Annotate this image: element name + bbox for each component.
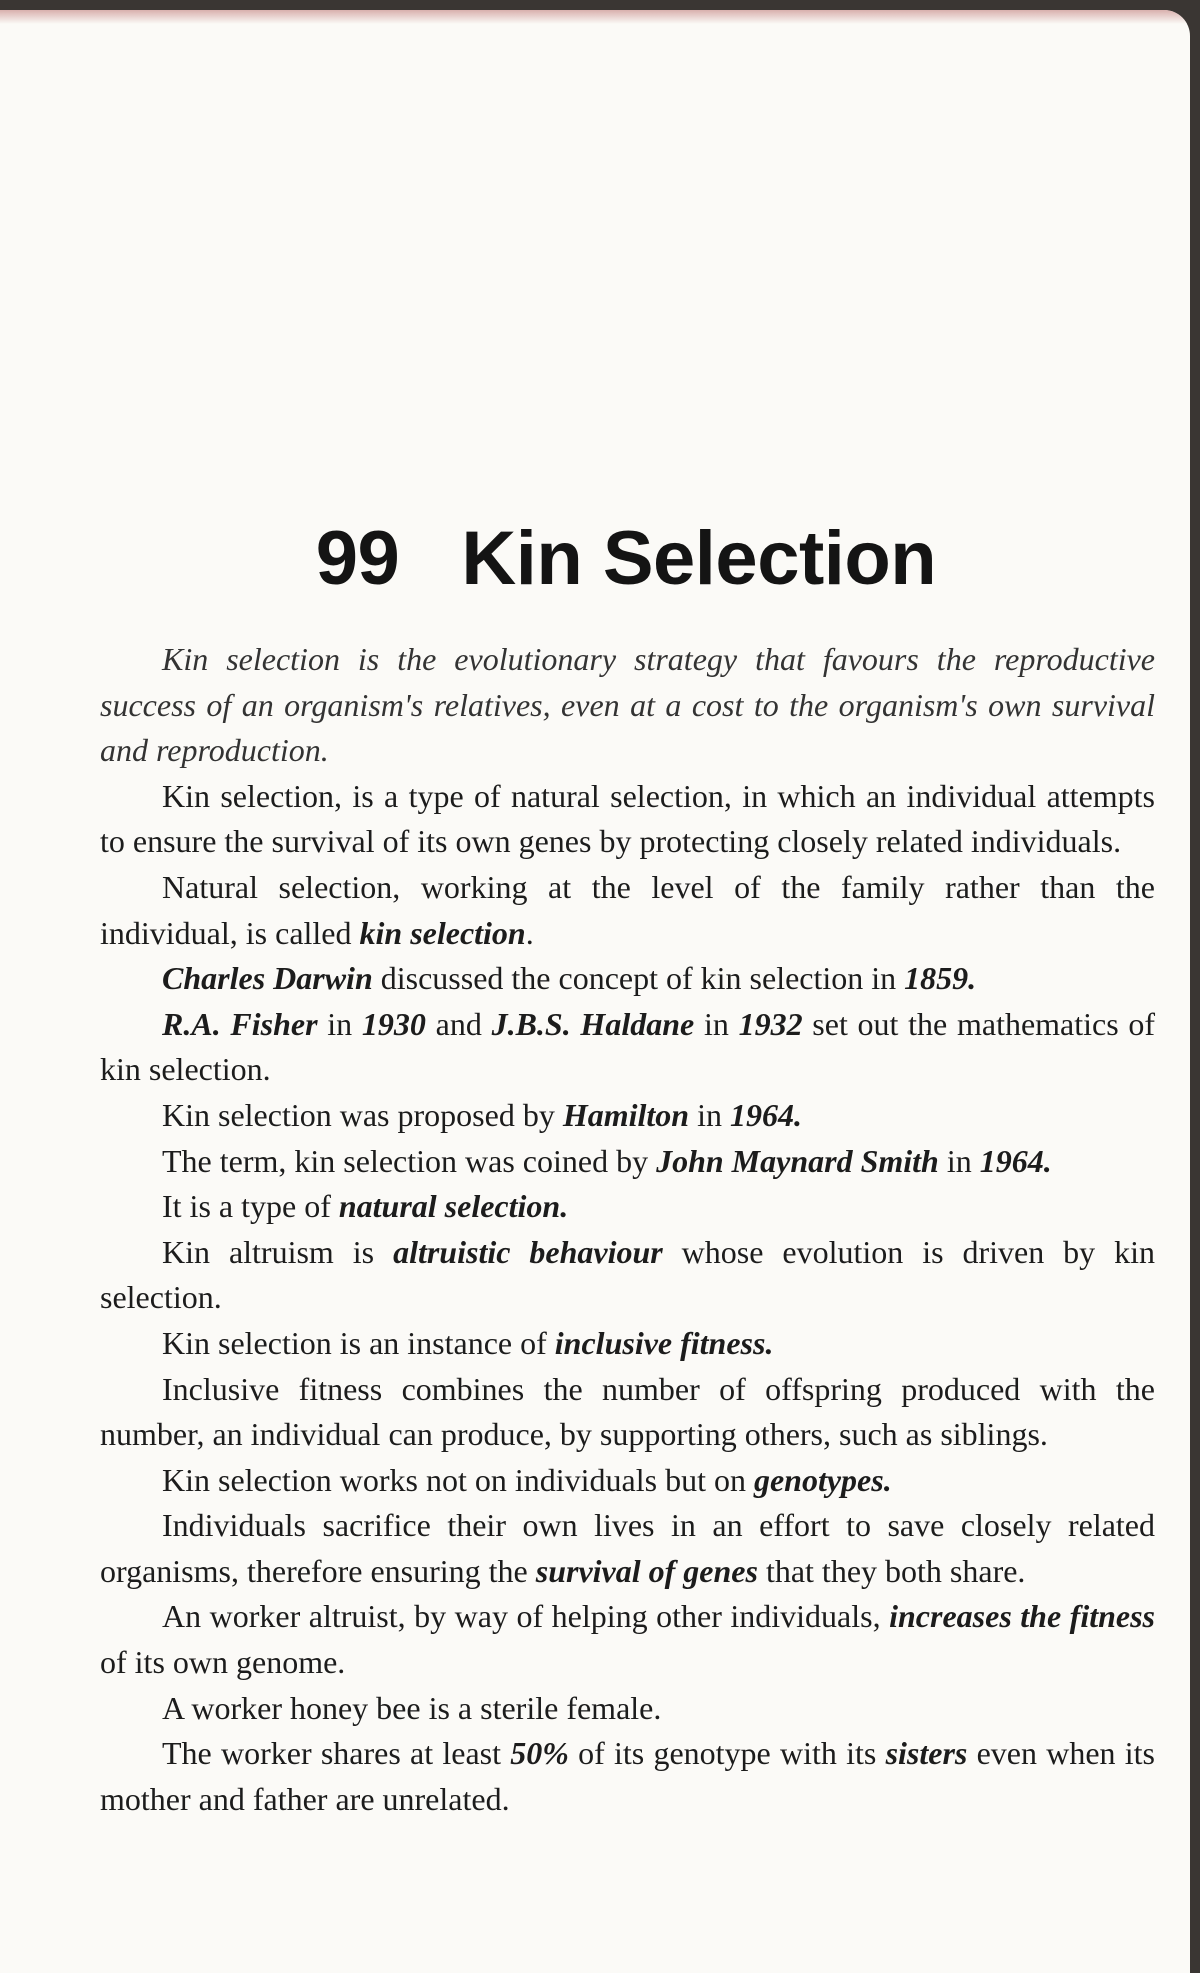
emphasized-term: Charles Darwin xyxy=(162,960,373,997)
text-run: that they both share. xyxy=(757,1552,1026,1589)
body-paragraph xyxy=(100,1594,1155,1685)
body-paragraph xyxy=(100,1093,1155,1139)
emphasized-term: genotypes. xyxy=(753,1461,892,1498)
body-paragraph xyxy=(100,774,1155,865)
text-run: The term, kin selection was coined by xyxy=(162,1142,657,1179)
emphasized-term: inclusive fitness. xyxy=(554,1324,774,1361)
text-run: Natural selection, working at the level of the family rather than the individual, is called xyxy=(100,868,1155,951)
emphasized-term: kin selection xyxy=(359,914,526,951)
text-run: Kin selection is an instance of xyxy=(162,1324,555,1361)
text-run: Inclusive fitness combines the number of offspring produced with the number, an individual can produce, by supporting others, such as siblings. xyxy=(100,1370,1155,1453)
text-run: Kin selection is the evolutionary strategy that favours the reproductive success of an organism's relatives, even at a cost to the organism's own survival and reproduction. xyxy=(100,641,1155,769)
text-run: It is a type of xyxy=(162,1188,339,1225)
text-run: of its own genome. xyxy=(100,1644,346,1681)
text-run: Kin selection works not on individuals but on xyxy=(162,1461,754,1498)
body-paragraph xyxy=(100,1002,1155,1093)
text-run: whose evolution is driven by kin selection. xyxy=(100,1233,1156,1316)
page-top-edge xyxy=(0,10,1190,24)
text-run: An worker altruist, by way of helping other individuals, xyxy=(162,1598,890,1635)
emphasized-term: increases the fitness xyxy=(889,1598,1156,1635)
emphasized-term: 1859. xyxy=(904,960,977,997)
emphasized-term: 1964. xyxy=(729,1096,802,1133)
emphasized-term: sisters xyxy=(885,1735,968,1772)
body-paragraph xyxy=(100,1367,1155,1458)
text-run: Individuals sacrifice their own lives in an effort to save closely related organisms, therefore ensuring the xyxy=(100,1507,1155,1589)
body-paragraph xyxy=(100,865,1155,956)
text-run: Kin selection, is a type of natural selection, in which an individual attempts to ensure the survival of its own genes by protecting closely related individuals. xyxy=(100,777,1155,860)
text-run: of its genotype with its xyxy=(568,1735,886,1772)
text-run: and xyxy=(425,1005,492,1042)
text-run: . xyxy=(525,914,534,951)
body-paragraph xyxy=(100,1184,1155,1230)
emphasized-term: 1932 xyxy=(738,1005,803,1042)
body-paragraph xyxy=(100,1458,1155,1504)
emphasized-term: 1930 xyxy=(361,1005,426,1042)
text-run: A worker honey bee is a sterile female. xyxy=(162,1689,662,1726)
text-run: in xyxy=(317,1005,362,1042)
body-paragraph xyxy=(100,1686,1155,1732)
emphasized-term: survival of genes xyxy=(535,1552,758,1589)
text-run: The worker shares at least xyxy=(162,1735,511,1772)
body-paragraph xyxy=(100,1321,1155,1367)
chapter-heading xyxy=(0,515,1190,602)
body-paragraph xyxy=(100,1503,1155,1594)
text-run: discussed the concept of kin selection in xyxy=(372,960,905,997)
emphasized-term: Hamilton xyxy=(562,1096,690,1133)
emphasized-term: R.A. Fisher xyxy=(162,1005,318,1042)
intro-paragraph xyxy=(100,637,1155,774)
text-run: in xyxy=(694,1005,739,1042)
emphasized-term: 50% xyxy=(510,1735,569,1772)
emphasized-term: altruistic behaviour xyxy=(393,1233,663,1270)
text-run: set out the mathematics of kin selection. xyxy=(100,1005,1156,1088)
emphasized-term: John Maynard Smith xyxy=(656,1142,939,1179)
text-run: even when its mother and father are unrelated. xyxy=(100,1735,1156,1817)
body-paragraph xyxy=(100,1731,1155,1822)
book-page xyxy=(0,10,1190,1973)
text-run: in xyxy=(689,1096,730,1133)
emphasized-term: 1964. xyxy=(979,1142,1052,1179)
chapter-body xyxy=(100,637,1155,1822)
emphasized-term: J.B.S. Haldane xyxy=(491,1005,695,1042)
body-paragraph xyxy=(100,1139,1155,1185)
chapter-number: 99 xyxy=(315,516,400,601)
body-paragraph xyxy=(100,1230,1155,1321)
body-paragraph xyxy=(100,956,1155,1002)
text-run: Kin selection was proposed by xyxy=(162,1096,563,1133)
chapter-title: Kin Selection xyxy=(461,516,937,601)
text-run: Kin altruism is xyxy=(162,1233,394,1270)
text-run: in xyxy=(938,1142,980,1179)
emphasized-term: natural selection. xyxy=(338,1188,569,1225)
